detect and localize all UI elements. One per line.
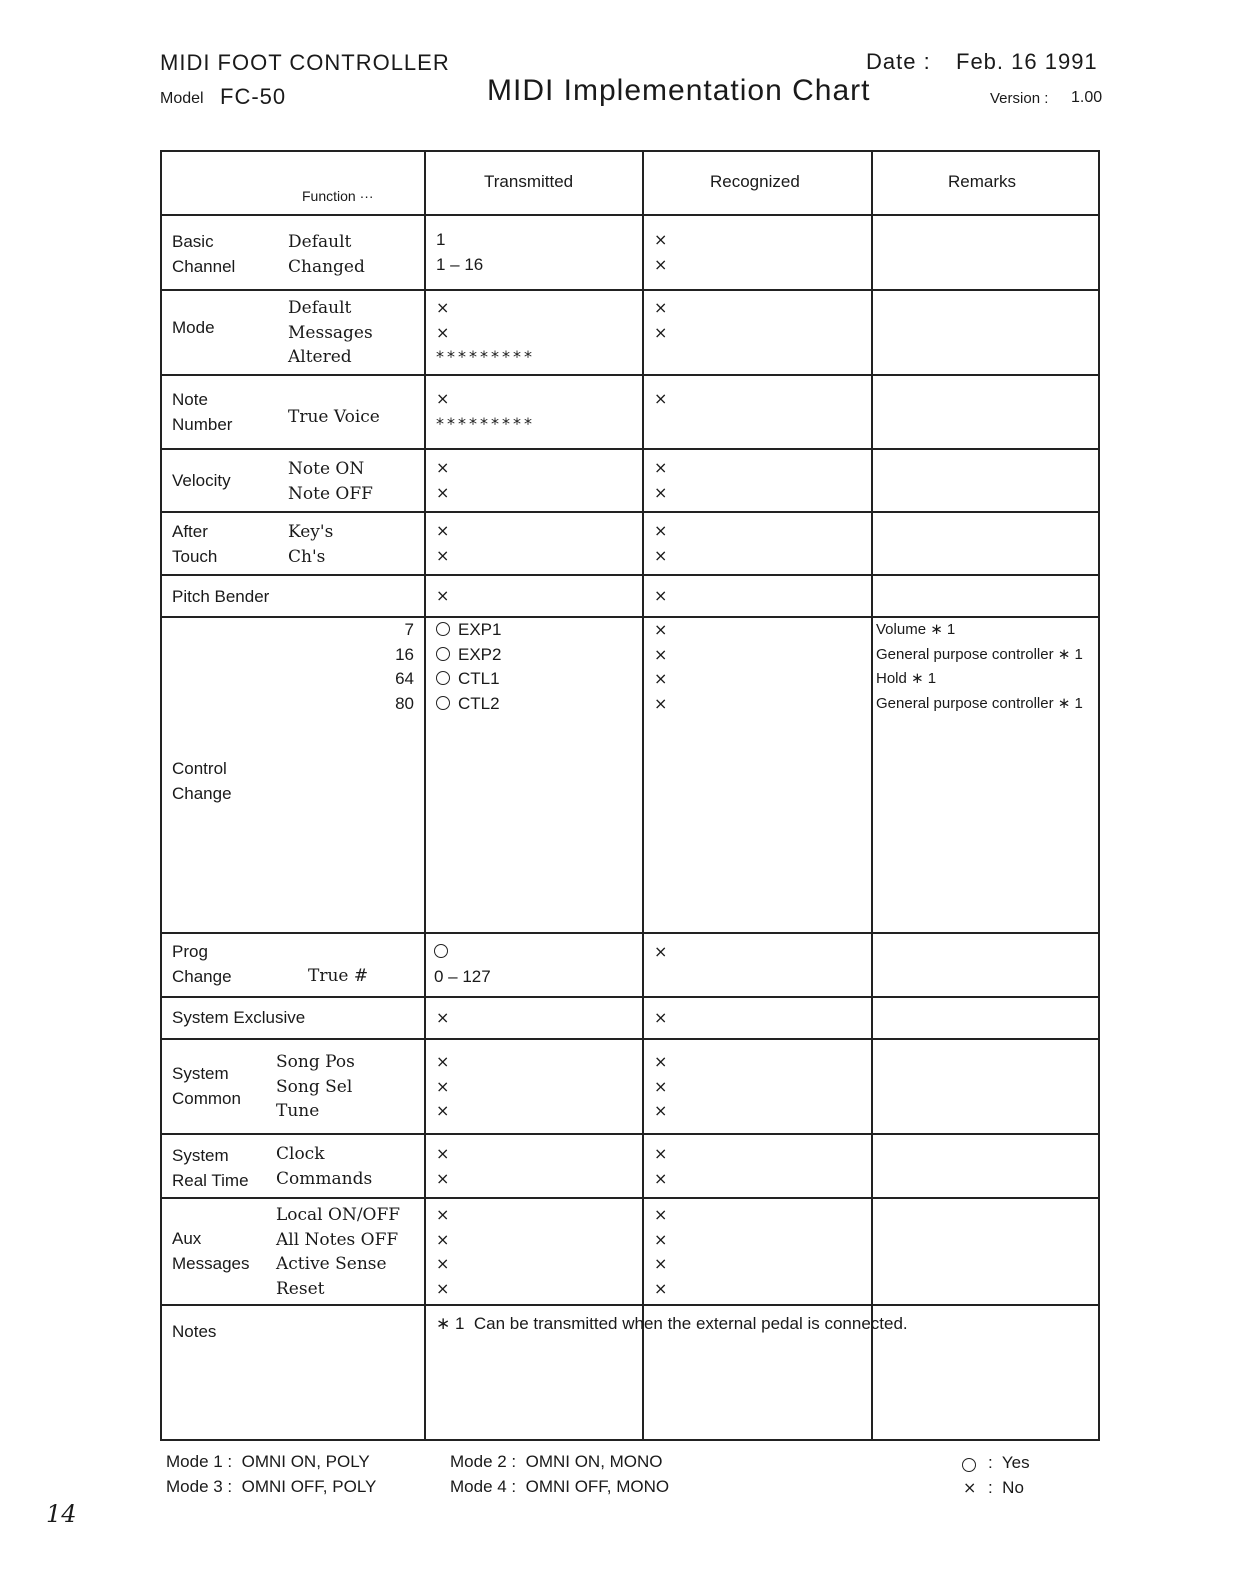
- row-sublabels: Local ON/OFF All Notes OFF Active Sense Reset: [276, 1205, 401, 1299]
- recognized-value: ×: [654, 389, 668, 408]
- row-divider: [162, 511, 1098, 513]
- recognized-value: ×: [654, 942, 668, 961]
- row-label: Note Number: [172, 390, 233, 434]
- recognized-value: × ×: [654, 298, 668, 342]
- transmitted-value: × ×: [436, 1144, 450, 1188]
- transmitted-value: 1 1 – 16: [436, 230, 484, 274]
- transmitted-value: × × ×: [436, 1052, 450, 1120]
- row-label: Notes: [172, 1322, 217, 1341]
- transmitted-value: × × × ×: [436, 1205, 450, 1298]
- midi-implementation-table: [160, 150, 1100, 1441]
- mode-3-legend: Mode 3 : OMNI OFF, POLY: [166, 1477, 377, 1496]
- page-number: 14: [46, 1500, 77, 1528]
- remarks-value: Volume ∗ 1 General purpose controller ∗ 1 Hold ∗ 1 General purpose controller ∗ 1: [876, 621, 1083, 712]
- column-header-function: Function ···: [302, 188, 374, 204]
- version-value: 1.00: [1071, 89, 1103, 106]
- column-divider: [642, 152, 644, 1439]
- transmitted-value: × *********: [436, 389, 535, 433]
- recognized-value: × × × ×: [654, 1205, 668, 1298]
- model-label: Model: [160, 90, 204, 107]
- row-label: Prog Change: [172, 942, 232, 986]
- model-value: FC-50: [220, 84, 287, 109]
- device-name: MIDI FOOT CONTROLLER: [160, 50, 450, 75]
- recognized-value: × ×: [654, 458, 668, 502]
- recognized-value: × × × ×: [654, 620, 668, 713]
- version-label: Version :: [990, 90, 1049, 107]
- yes-circle-icon: [434, 944, 448, 958]
- yes-circle-icon: [436, 671, 450, 685]
- row-divider: [162, 1304, 1098, 1306]
- row-divider: [162, 1197, 1098, 1199]
- recognized-value: × ×: [654, 230, 668, 274]
- row-label: Basic Channel: [172, 232, 236, 276]
- recognized-value: ×: [654, 586, 668, 605]
- no-legend: : No: [988, 1478, 1024, 1497]
- yes-circle-icon: [436, 696, 450, 710]
- column-header-remarks: Remarks: [948, 172, 1017, 191]
- row-label: Control Change: [172, 759, 232, 803]
- date-value: Feb. 16 1991: [956, 49, 1098, 74]
- row-divider: [162, 214, 1098, 216]
- column-header-recognized: Recognized: [710, 172, 800, 191]
- recognized-value: × ×: [654, 521, 668, 565]
- notes-text: ∗ 1 Can be transmitted when the external pedal is connected.: [436, 1314, 908, 1333]
- column-header-transmitted: Transmitted: [484, 172, 574, 191]
- row-divider: [162, 289, 1098, 291]
- recognized-value: × × ×: [654, 1052, 668, 1120]
- transmitted-value: × ×: [436, 458, 450, 502]
- column-divider: [871, 152, 873, 1439]
- yes-legend: : Yes: [988, 1453, 1030, 1472]
- transmitted-value: EXP1 EXP2 CTL1 CTL2: [436, 618, 501, 716]
- row-label: After Touch: [172, 522, 218, 566]
- controller-numbers: 7 16 64 80: [395, 620, 414, 713]
- transmitted-value: × × *********: [436, 298, 535, 366]
- row-divider: [162, 996, 1098, 998]
- row-label: Pitch Bender: [172, 587, 270, 606]
- column-divider: [424, 152, 426, 1439]
- row-sublabels: Note ON Note OFF: [288, 459, 373, 504]
- row-sublabels: Default Changed: [288, 232, 365, 277]
- row-sublabel: True Voice: [288, 407, 380, 427]
- page-title: MIDI Implementation Chart: [487, 74, 871, 107]
- row-sublabel: True #: [308, 966, 369, 986]
- row-label: Aux Messages: [172, 1229, 250, 1273]
- mode-4-legend: Mode 4 : OMNI OFF, MONO: [450, 1477, 670, 1496]
- transmitted-value: × ×: [436, 521, 450, 565]
- row-label: System Real Time: [172, 1146, 249, 1190]
- recognized-value: ×: [654, 1008, 668, 1027]
- no-cross-icon: ×: [963, 1478, 977, 1497]
- mode-2-legend: Mode 2 : OMNI ON, MONO: [450, 1452, 663, 1471]
- mode-1-legend: Mode 1 : OMNI ON, POLY: [166, 1452, 370, 1471]
- row-label: Mode: [172, 318, 215, 337]
- row-label: System Common: [172, 1064, 241, 1108]
- row-divider: [162, 574, 1098, 576]
- row-sublabels: Key's Ch's: [288, 522, 334, 567]
- row-divider: [162, 374, 1098, 376]
- yes-circle-icon: [436, 647, 450, 661]
- row-divider: [162, 448, 1098, 450]
- row-sublabels: Clock Commands: [276, 1144, 373, 1189]
- transmitted-value: 0 – 127: [434, 940, 491, 989]
- row-sublabels: Default Messages Altered: [288, 298, 373, 367]
- row-sublabels: Song Pos Song Sel Tune: [276, 1052, 355, 1121]
- date-label: Date :: [866, 49, 931, 74]
- transmitted-value: ×: [436, 1008, 450, 1027]
- row-label: Velocity: [172, 471, 231, 490]
- row-divider: [162, 1038, 1098, 1040]
- transmitted-value: ×: [436, 586, 450, 605]
- row-divider: [162, 1133, 1098, 1135]
- row-divider: [162, 932, 1098, 934]
- yes-circle-icon: [962, 1458, 976, 1472]
- recognized-value: × ×: [654, 1144, 668, 1188]
- yes-circle-icon: [436, 622, 450, 636]
- row-label: System Exclusive: [172, 1008, 306, 1027]
